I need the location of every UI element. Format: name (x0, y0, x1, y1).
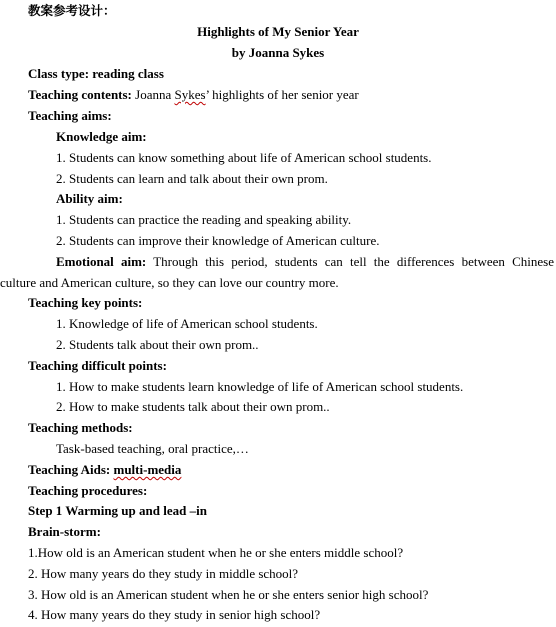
difficult-point-item: 2. How to make students talk about their own prom.. (56, 399, 330, 414)
teaching-contents-text-pre: Joanna (131, 87, 175, 102)
brainstorm-question: 4. How many years do they study in senior high school? (28, 607, 321, 622)
teaching-methods-text: Task-based teaching, oral practice,… (56, 441, 249, 456)
ability-aim-item: 1. Students can practice the reading and speaking ability. (56, 212, 352, 227)
ability-aim-label: Ability aim: (56, 191, 123, 206)
brainstorm-question: 1.How old is an American student when he or she enters middle school? (28, 545, 404, 560)
teaching-contents-text-post: ’ highlights of her senior year (205, 87, 359, 102)
emotional-aim-line2: culture and American culture, so they can love our country more. (0, 275, 339, 290)
teaching-contents-label: Teaching contents: (28, 87, 132, 102)
difficult-points-label: Teaching difficult points: (28, 358, 167, 373)
document-author: by Joanna Sykes (231, 45, 325, 60)
knowledge-aim-label: Knowledge aim: (56, 129, 147, 144)
teaching-aids-label: Teaching Aids: (28, 462, 114, 477)
teaching-aids (28, 462, 181, 478)
knowledge-aim-item: 1. Students can know something about life of American school students. (56, 150, 432, 165)
teaching-aims-label: Teaching aims: (28, 108, 112, 123)
teaching-procedures-label: Teaching procedures: (28, 483, 148, 498)
key-points-label: Teaching key points: (28, 295, 143, 310)
class-type: Class type: reading class (28, 66, 164, 81)
emotional-aim-label: Emotional aim: (56, 254, 147, 269)
brainstorm-question: 3. How old is an American student when he or she enters senior high school? (28, 587, 429, 602)
step1-heading: Step 1 Warming up and lead –in (28, 503, 207, 518)
key-point-item: 2. Students talk about their own prom.. (56, 337, 259, 352)
document-title: Highlights of My Senior Year (197, 24, 359, 39)
brainstorm-question: 2. How many years do they study in middle school? (28, 566, 299, 581)
teaching-methods-label: Teaching methods: (28, 420, 133, 435)
teaching-contents-wavy-word: Sykes (174, 87, 206, 102)
teaching-contents (28, 87, 359, 103)
emotional-aim-line1 (56, 254, 554, 270)
key-point-item: 1. Knowledge of life of American school students. (56, 316, 318, 331)
difficult-point-item: 1. How to make students learn knowledge of life of American school students. (56, 379, 464, 394)
knowledge-aim-item: 2. Students can learn and talk about their own prom. (56, 171, 328, 186)
ability-aim-item: 2. Students can improve their knowledge of American culture. (56, 233, 380, 248)
brainstorm-label: Brain-storm: (28, 524, 101, 539)
header-cn: 教案参考设计： (28, 3, 116, 18)
emotional-aim-text: Through this period, students can tell the differences between Chinese (146, 254, 554, 269)
teaching-aids-value: multi-media (113, 462, 182, 477)
